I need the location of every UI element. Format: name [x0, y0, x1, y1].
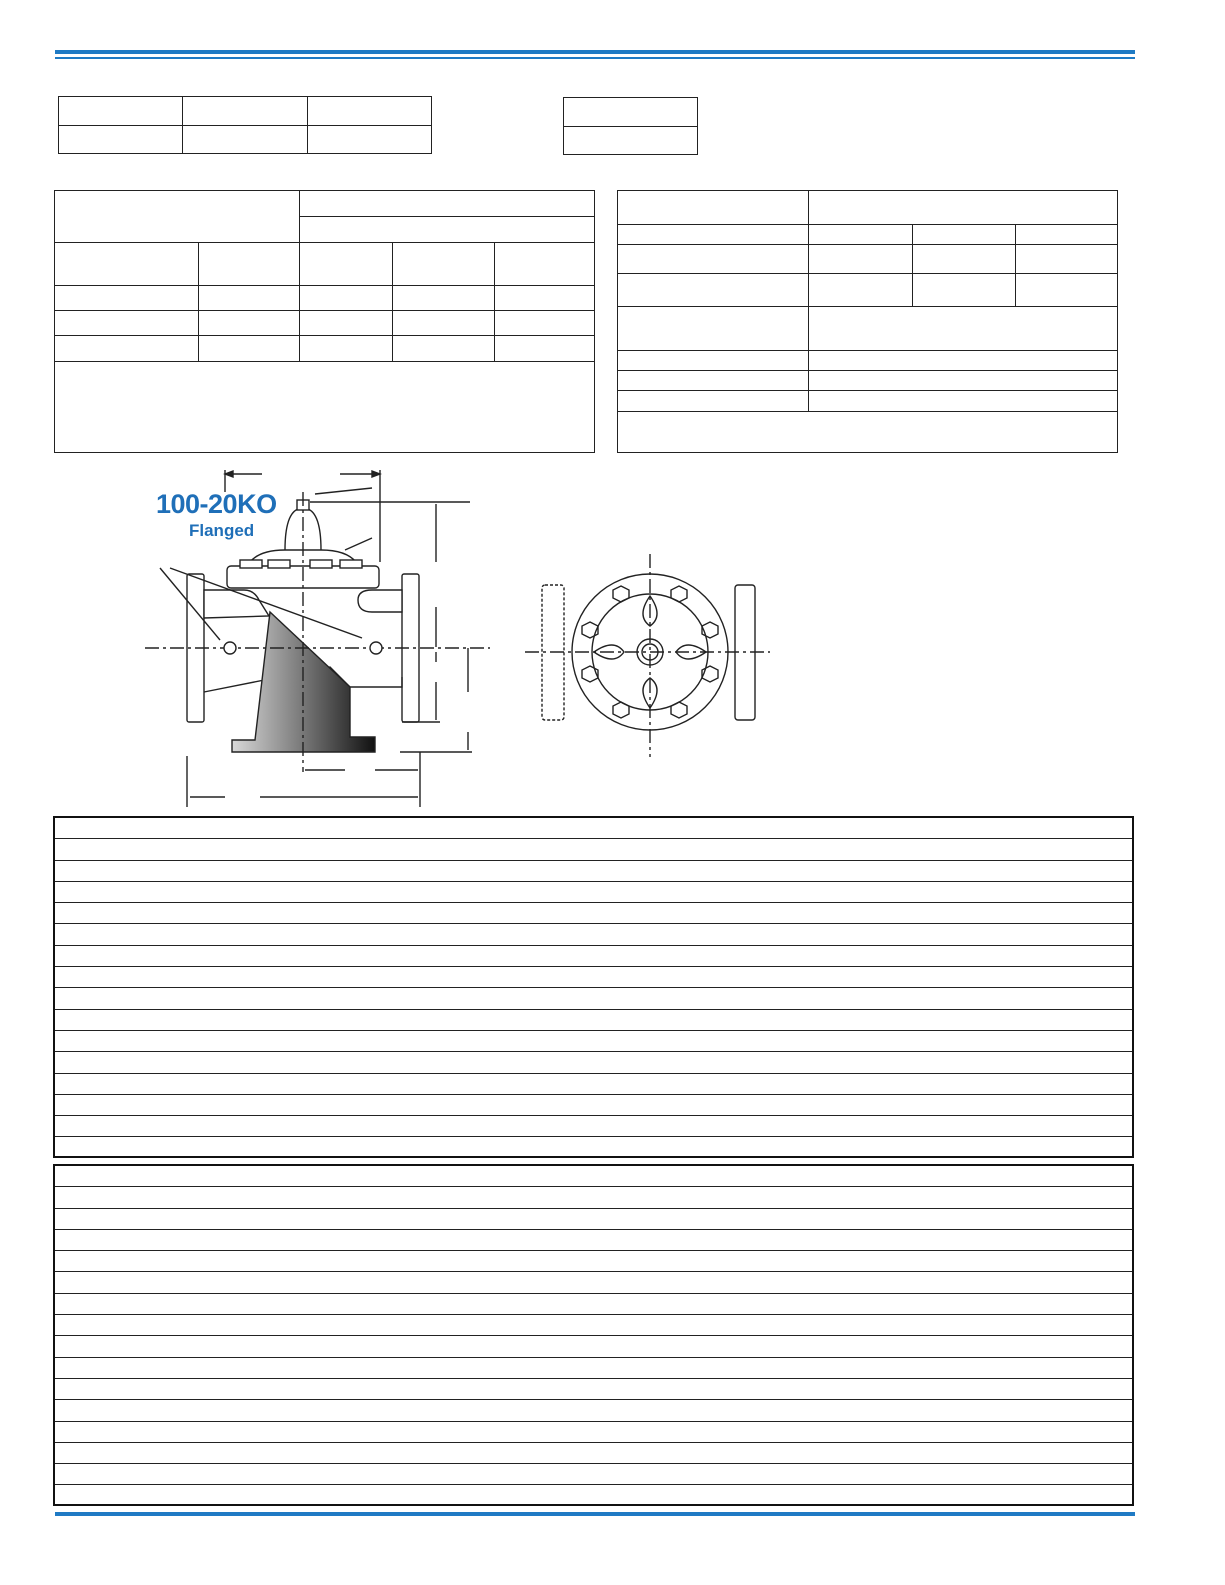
table-divider	[198, 242, 199, 361]
spec-table-small-left	[58, 96, 432, 154]
dimensions-table-imperial	[53, 816, 1134, 1158]
table-divider	[617, 350, 1118, 351]
table-row	[55, 818, 1132, 839]
table-divider	[54, 310, 595, 311]
table-row	[55, 967, 1132, 988]
table-row	[55, 1187, 1132, 1208]
table-row	[55, 1251, 1132, 1272]
dimensions-table-metric	[53, 1164, 1134, 1506]
table-row	[55, 903, 1132, 924]
table-row	[55, 1095, 1132, 1116]
materials-table	[617, 190, 1118, 453]
table-row	[55, 1422, 1132, 1443]
table-divider	[1015, 224, 1016, 306]
table-divider	[912, 224, 913, 306]
valve-side-view-drawing	[140, 462, 500, 812]
table-row	[55, 1379, 1132, 1400]
table-row	[55, 1443, 1132, 1464]
table-divider	[299, 242, 300, 361]
table-divider	[54, 285, 595, 286]
table-divider	[54, 335, 595, 336]
spec-table-small-right	[563, 97, 698, 155]
table-row	[55, 839, 1132, 860]
table-row	[55, 988, 1132, 1009]
table-divider	[617, 273, 1118, 274]
table-divider	[54, 242, 595, 243]
table-divider	[617, 244, 1118, 245]
table-row	[55, 861, 1132, 882]
valve-end-view-drawing	[525, 552, 775, 762]
header-rule	[55, 50, 1135, 54]
table-divider	[617, 390, 1118, 391]
footer-rule	[55, 1512, 1135, 1516]
table-row	[55, 1294, 1132, 1315]
table-row	[55, 1485, 1132, 1506]
table-row	[55, 1400, 1132, 1421]
table-row	[55, 1074, 1132, 1095]
table-divider	[299, 216, 595, 217]
table-row	[55, 1230, 1132, 1251]
model-number: 100-20KO	[156, 489, 277, 519]
table-row	[55, 1137, 1132, 1158]
table-row	[55, 1010, 1132, 1031]
table-row	[55, 924, 1132, 945]
table-row	[55, 946, 1132, 967]
header-rule-thin	[55, 57, 1135, 59]
table-divider	[54, 361, 595, 362]
table-row	[55, 1272, 1132, 1293]
table-row	[55, 1166, 1132, 1187]
table-row	[55, 1052, 1132, 1073]
table-row	[55, 1336, 1132, 1357]
table-divider	[617, 411, 1118, 412]
table-row	[55, 1116, 1132, 1137]
table-divider	[617, 306, 1118, 307]
table-divider	[617, 370, 1118, 371]
pressure-rating-table	[54, 190, 595, 453]
table-row	[55, 1315, 1132, 1336]
table-row	[55, 882, 1132, 903]
table-row	[55, 1358, 1132, 1379]
table-row	[55, 1464, 1132, 1485]
table-row	[55, 1209, 1132, 1230]
table-divider	[392, 242, 393, 361]
table-divider	[494, 242, 495, 361]
table-divider	[617, 224, 1118, 225]
table-row	[55, 1031, 1132, 1052]
model-connection-type: Flanged	[189, 521, 255, 540]
